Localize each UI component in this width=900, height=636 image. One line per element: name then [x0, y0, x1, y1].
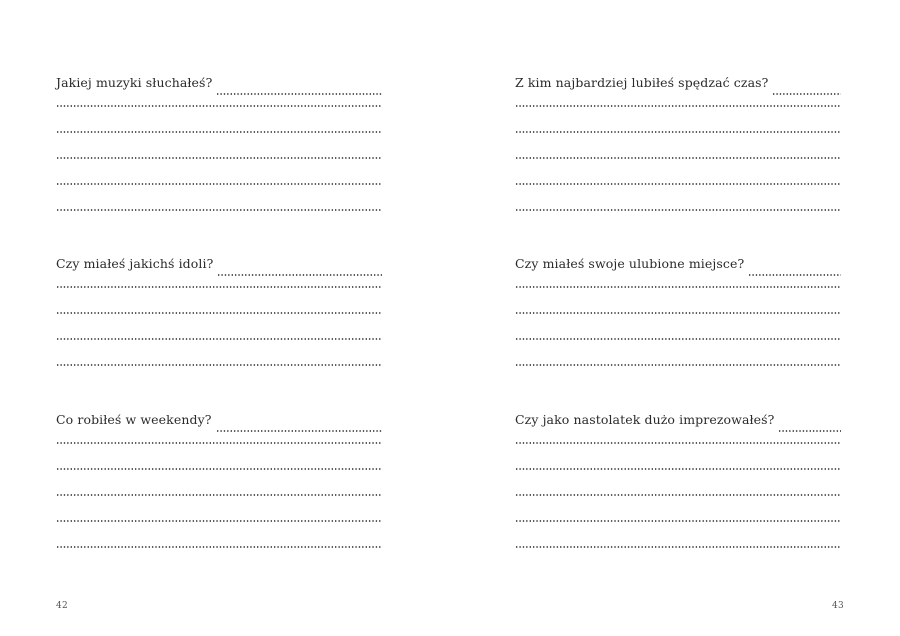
question-block-music	[56, 75, 382, 235]
answer-dotted-line	[56, 546, 382, 548]
right-page	[450, 0, 900, 636]
answer-dotted-line	[515, 546, 841, 548]
answer-dotted-line	[515, 131, 841, 133]
answer-dotted-line	[515, 494, 841, 496]
answer-dotted-line	[515, 157, 841, 159]
question-text: Czy miałeś jakichś idoli?	[56, 256, 214, 271]
answer-lines	[56, 442, 382, 548]
answer-dotted-line	[56, 520, 382, 522]
answer-dotted-line	[515, 105, 841, 107]
answer-dotted-line	[515, 468, 841, 470]
answer-dotted-line	[515, 520, 841, 522]
answer-dotted-line	[515, 183, 841, 185]
answer-dotted-line	[56, 312, 382, 314]
answer-dotted-line	[56, 209, 382, 211]
question-text: Co robiłeś w weekendy?	[56, 412, 212, 427]
answer-dotted-line	[772, 93, 841, 95]
page-number: 42	[56, 601, 69, 611]
question-block-idols	[56, 256, 382, 390]
question-text: Jakiej muzyki słuchałeś?	[56, 75, 213, 90]
answer-dotted-line	[56, 131, 382, 133]
question-block-company	[515, 75, 841, 235]
answer-lines	[56, 286, 382, 366]
question-block-partying	[515, 412, 841, 572]
answer-dotted-line	[748, 274, 841, 276]
answer-dotted-line	[56, 338, 382, 340]
question-text: Czy miałeś swoje ulubione miejsce?	[515, 256, 745, 271]
question-line	[56, 256, 382, 282]
answer-dotted-line	[56, 442, 382, 444]
question-line	[56, 75, 382, 101]
question-line	[515, 75, 841, 101]
answer-dotted-line	[56, 364, 382, 366]
answer-dotted-line	[515, 338, 841, 340]
page-number: 43	[831, 601, 844, 611]
question-block-weekends	[56, 412, 382, 572]
answer-dotted-line	[56, 183, 382, 185]
question-line	[515, 256, 841, 282]
answer-dotted-line	[56, 105, 382, 107]
answer-dotted-line	[515, 442, 841, 444]
answer-dotted-line	[515, 209, 841, 211]
answer-dotted-line	[56, 468, 382, 470]
answer-dotted-line	[56, 286, 382, 288]
answer-lines	[515, 105, 841, 211]
answer-dotted-line	[216, 430, 382, 432]
question-text: Czy jako nastolatek dużo imprezowałeś?	[515, 412, 775, 427]
answer-dotted-line	[778, 430, 841, 432]
question-line	[56, 412, 382, 438]
answer-dotted-line	[515, 286, 841, 288]
question-block-favorite-place	[515, 256, 841, 390]
answer-dotted-line	[216, 93, 382, 95]
answer-dotted-line	[56, 494, 382, 496]
question-text: Z kim najbardziej lubiłeś spędzać czas?	[515, 75, 769, 90]
answer-lines	[515, 442, 841, 548]
question-line	[515, 412, 841, 438]
answer-lines	[56, 105, 382, 211]
answer-dotted-line	[217, 274, 382, 276]
answer-dotted-line	[515, 364, 841, 366]
answer-dotted-line	[515, 312, 841, 314]
answer-lines	[515, 286, 841, 366]
answer-dotted-line	[56, 157, 382, 159]
